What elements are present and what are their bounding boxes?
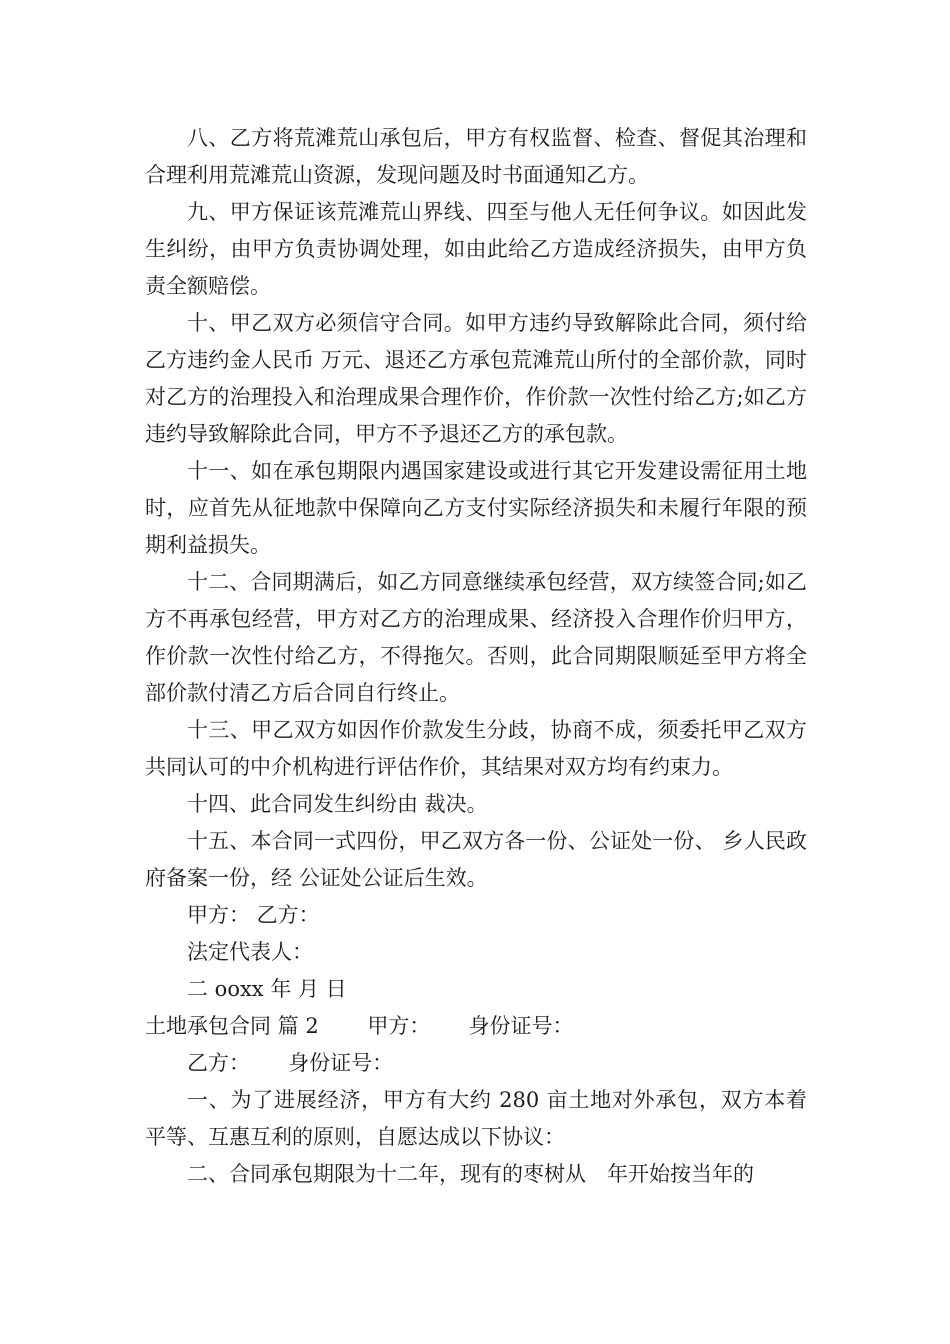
- clause-14: 十四、此合同发生纠纷由 裁决。: [187, 792, 488, 816]
- clause-15: 十五、本合同一式四份，甲乙双方各一份、公证处一份、 乡人民政府备案一份，经 公证处公证后生效。: [145, 829, 807, 890]
- document-page: [145, 120, 807, 1193]
- section2-clause-1: 一、为了进展经济，甲方有大约 280 亩土地对外承包，双方本着平等、互惠互利的原则，自愿达成以下协议：: [145, 1088, 807, 1149]
- clause-13: 十三、甲乙双方如因作价款发生分歧，协商不成，须委托甲乙双方共同认可的中介机构进行评估作价，其结果对双方均有约束力。: [145, 718, 807, 779]
- section2-party-b: 乙方： 身份证号：: [187, 1051, 394, 1075]
- clause-11: 十一、如在承包期限内遇国家建设或进行其它开发建设需征用土地时，应首先从征地款中保障向乙方支付实际经济损失和未履行年限的预期利益损失。: [145, 459, 807, 557]
- clause-12: 十二、合同期满后，如乙方同意继续承包经营，双方续签合同;如乙方不再承包经营，甲方对乙方的治理成果、经济投入合理作价归甲方，作价款一次性付给乙方，不得拖欠。否则，此合同期限顺延至甲方将全部价款付清乙方后合同自行终止。: [145, 570, 807, 705]
- clause-10: 十、甲乙双方必须信守合同。如甲方违约导致解除此合同，须付给乙方违约金人民币 万元、退还乙方承包荒滩荒山所付的全部价款，同时对乙方的治理投入和治理成果合理作价，作价款一次性付给乙方;如乙方违约导致解除此合同，甲方不予退还乙方的承包款。: [145, 311, 807, 446]
- section2-header: 土地承包合同 篇 2 甲方： 身份证号：: [145, 1014, 574, 1038]
- clause-9: 九、甲方保证该荒滩荒山界线、四至与他人无任何争议。如因此发生纠纷，由甲方负责协调处理，如由此给乙方造成经济损失，由甲方负责全额赔偿。: [145, 200, 807, 298]
- signature-legal-rep: 法定代表人：: [187, 940, 313, 964]
- signature-parties: 甲方： 乙方：: [187, 903, 320, 927]
- section2-clause-2: 二、合同承包期限为十二年，现有的枣树从 年开始按当年的: [187, 1162, 754, 1186]
- clause-8: 八、乙方将荒滩荒山承包后，甲方有权监督、检查、督促其治理和合理利用荒滩荒山资源，发现问题及时书面通知乙方。: [145, 126, 807, 187]
- signature-date: 二 ooxx 年 月 日: [187, 977, 347, 1001]
